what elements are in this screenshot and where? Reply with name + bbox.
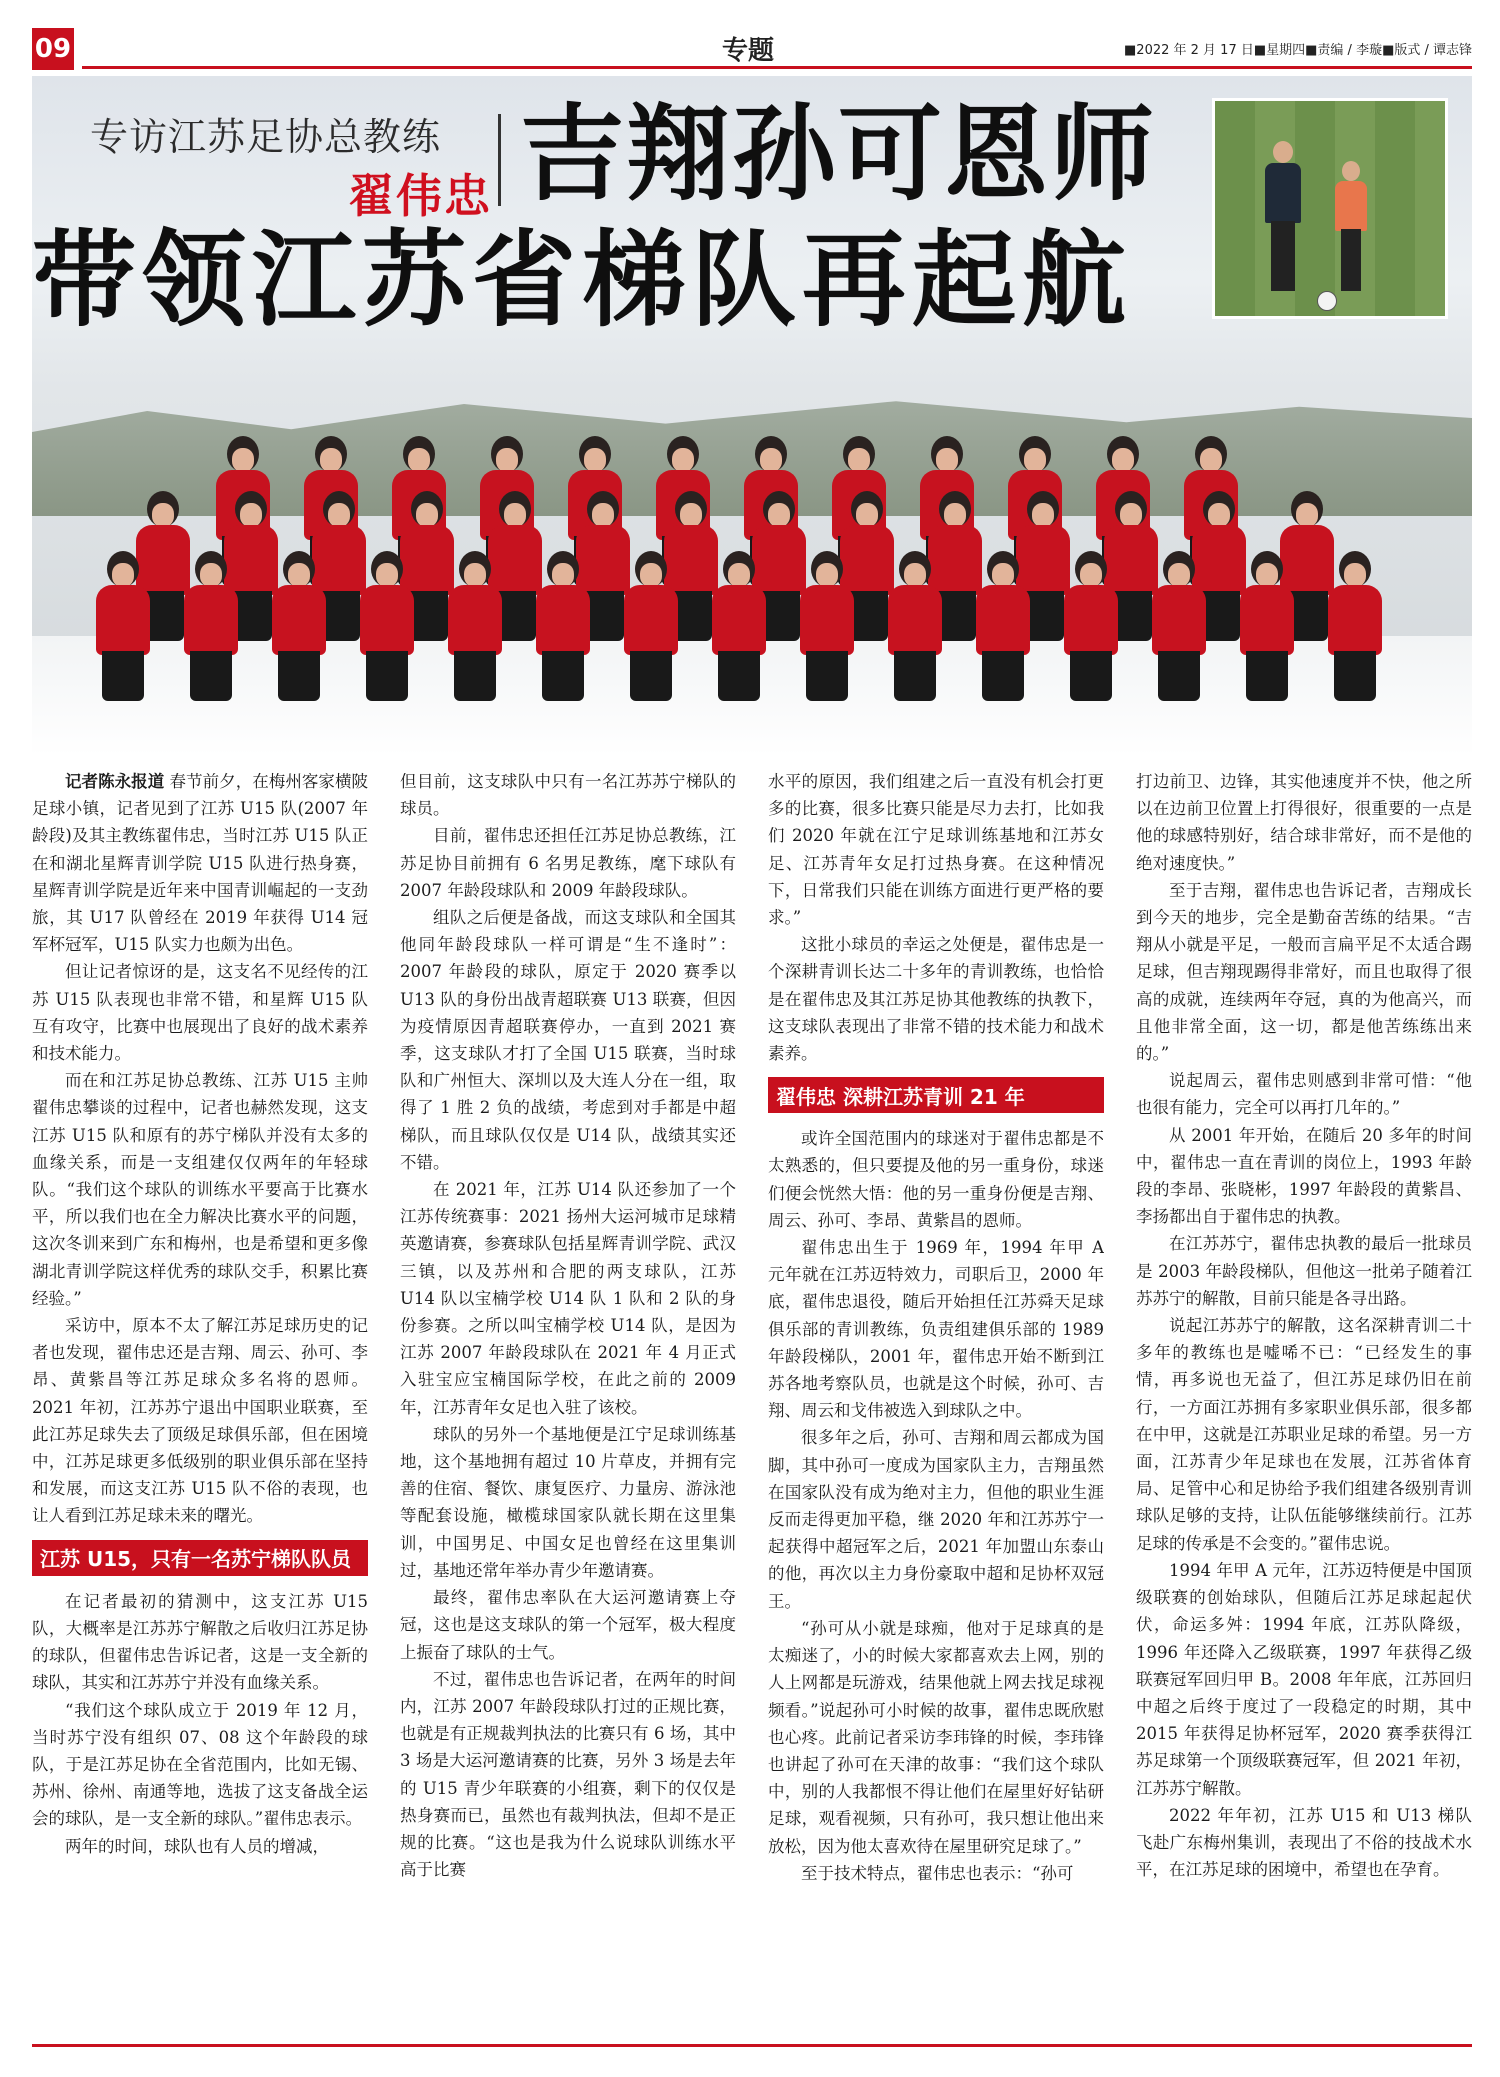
paragraph-text: 很多年之后，孙可、吉翔和周云都成为国脚，其中孙可一度成为国家队主力，吉翔虽然在国家队没有成为绝对主力，但他的职业生涯反而走得更加平稳，继 2020 年和江苏苏宁一起获得中超冠军之后，2021 年加盟山东泰山的他，再次以主力身份豪取中超和足协杯双冠王。: [768, 1428, 1104, 1611]
section-label: 专题: [722, 36, 775, 66]
player-figure: [620, 551, 682, 701]
paragraph-text: 打边前卫、边锋，其实他速度并不快，他之所以在边前卫位置上打得很好，很重要的一点是他的球感特别好，结合球非常好，而不是他的绝对速度快。”: [1136, 772, 1472, 873]
article-column-2: [400, 768, 736, 2030]
section-subhead: 翟伟忠 深耕江苏青训 21 年: [768, 1077, 1104, 1113]
paragraph: [32, 1588, 368, 1697]
paragraph-text: “我们这个球队成立于 2019 年 12 月，当时苏宁没有组织 07、08 这个年龄段的球队，于是江苏足协在全省范围内，比如无锡、苏州、徐州、南通等地，选拔了这支备战全运会的球队，是一支全新的球队。”翟伟忠表示。: [32, 1700, 368, 1829]
player-figure: [268, 551, 330, 701]
paragraph: [400, 1584, 736, 1666]
player-figure: [444, 551, 506, 701]
headline-kicker: 专访江苏足协总教练: [90, 115, 442, 159]
paragraph-text: 不过，翟伟忠也告诉记者，在两年的时间内，江苏 2007 年龄段球队打过的正规比赛，也就是有正规裁判执法的比赛只有 6 场，其中 3 场是大运河邀请赛的比赛，另外 3 场是去年的 U15 青少年联赛的小组赛，剩下的仅仅是热身赛而已，虽然也有裁判执法，但却不是正规的比赛。“这也是我为什么说球队训练水平高于比赛: [400, 1669, 736, 1880]
paragraph: [1136, 1312, 1472, 1557]
byline: 记者陈永报道: [65, 772, 165, 791]
article-column-3: [768, 768, 1104, 2030]
paragraph: [1136, 768, 1472, 877]
headline-line1: 吉翔孙可恩师: [520, 92, 1157, 215]
paragraph-text: 组队之后便是备战，而这支球队和全国其他同年龄段球队一样可谓是“生不逢时”：2007 年龄段的球队，原定于 2020 赛季以 U13 队的身份出战青超联赛 U13 联赛，但因为疫情原因青超联赛停办，一直到 2021 赛季，这支球队才打了全国 U15 联赛，当时球队和广州恒大、深圳以及大连人分在一组，取得了 1 胜 2 负的战绩，考虑到对手都是中超梯队，而且球队仅仅是 U14 队，战绩其实还不错。: [400, 908, 736, 1172]
section-subhead: 江苏 U15，只有一名苏宁梯队队员: [32, 1540, 368, 1576]
paragraph: [1136, 877, 1472, 1067]
paragraph-text: 翟伟忠出生于 1969 年，1994 年甲 A 元年就在江苏迈特效力，司职后卫，2000 年底，翟伟忠退役，随后开始担任江苏舜天足球俱乐部的青训教练，负责组建俱乐部的 1989 年龄段梯队，2001 年，翟伟忠开始不断到江苏各地考察队员，也就是这个时候，孙可、吉翔、周云和戈伟被选入到球队之中。: [768, 1238, 1104, 1421]
paragraph-text: 但目前，这支球队中只有一名江苏苏宁梯队的球员。: [400, 772, 736, 819]
player-figure: [972, 551, 1034, 701]
paragraph: [1136, 1067, 1472, 1121]
paragraph-text: 春节前夕，在梅州客家横陂足球小镇，记者见到了江苏 U15 队(2007 年龄段)及其主教练翟伟忠，当时江苏 U15 队正在和湖北星辉青训学院 U15 队进行热身赛，星辉青训学院是近年来中国青训崛起的一支劲旅，其 U17 队曾经在 2019 年获得 U14 冠军杯冠军，U15 队实力也颇为出色。: [32, 772, 368, 955]
paragraph-text: 在 2021 年，江苏 U14 队还参加了一个江苏传统赛事：2021 扬州大运河城市足球精英邀请赛，参赛球队包括星辉青训学院、武汉三镇，以及苏州和合肥的两支球队，江苏 U14 队以宝楠学校 U14 队 1 队和 2 队的身份参赛。之所以叫宝楠学校 U14 队，是因为江苏 2007 年龄段球队在 2021 年 4 月正式入驻宝应宝楠国际学校，在此之前的 2009 年，江苏青年女足也入驻了该校。: [400, 1180, 736, 1417]
paragraph: [400, 1421, 736, 1584]
headline-divider: [498, 114, 501, 206]
player-figure: [796, 551, 858, 701]
paragraph-text: 至于技术特点，翟伟忠也表示：“孙可: [801, 1863, 1074, 1883]
paragraph: [400, 768, 736, 822]
paragraph: [1136, 1802, 1472, 1884]
paragraph: [1136, 1122, 1472, 1231]
paragraph-text: 目前，翟伟忠还担任江苏足协总教练，江苏足协目前拥有 6 名男足教练，麾下球队有 2007 年龄段球队和 2009 年龄段球队。: [400, 826, 736, 900]
player-figure: [1060, 551, 1122, 701]
paragraph: [768, 1860, 1104, 1887]
paragraph-text: 在记者最初的猜测中，这支江苏 U15 队，大概率是江苏苏宁解散之后收归江苏足协的球队，但翟伟忠告诉记者，这是一支全新的球队，其实和江苏苏宁并没有血缘关系。: [32, 1591, 368, 1693]
hero-photo: [32, 76, 1472, 756]
team-group: [72, 436, 1432, 756]
paragraph: [32, 958, 368, 1067]
paragraph: [1136, 1230, 1472, 1312]
paragraph-text: 2022 年年初，江苏 U15 和 U13 梯队飞赴广东梅州集训，表现出了不俗的技战术水平，在江苏足球的困境中，希望也在孕育。: [1136, 1805, 1472, 1880]
article-column-1: [32, 768, 368, 2030]
paragraph-text: 两年的时间，球队也有人员的增减，: [65, 1836, 329, 1856]
player-figure: [884, 551, 946, 701]
paragraph-text: 球队的另外一个基地便是江宁足球训练基地，这个基地拥有超过 10 片草皮，并拥有完善的住宿、餐饮、康复医疗、力量房、游泳池等配套设施，橄榄球国家队就长期在这里集训，中国男足、中国女足也曾经在这里集训过，基地还常年举办青少年邀请赛。: [400, 1424, 736, 1580]
paragraph-text: 或许全国范围内的球迷对于翟伟忠都是不太熟悉的，但只要提及他的另一重身份，球迷们便会恍然大悟：他的另一重身份便是吉翔、周云、孙可、李昂、黄紫昌的恩师。: [768, 1129, 1104, 1230]
inset-grass: [1215, 101, 1445, 316]
paragraph: [32, 1312, 368, 1530]
page-number: 09: [32, 28, 74, 70]
paragraph-text: 水平的原因，我们组建之后一直没有机会打更多的比赛，很多比赛只能是尽力去打，比如我们 2020 年就在江宁足球训练基地和江苏女足、江苏青年女足打过热身赛。在这种情况下，日常我们只能在训练方面进行更严格的要求。”: [768, 772, 1104, 928]
paragraph-text: 而在和江苏足协总教练、江苏 U15 主帅翟伟忠攀谈的过程中，记者也赫然发现，这支江苏 U15 队和原有的苏宁梯队并没有太多的血缘关系，而是一支组建仅仅两年的年轻球队。“我们这个球队的训练水平要高于比赛水平，所以我们也在全力解决比赛水平的问题，这次冬训来到广东和梅州，也是希望和更多像湖北青训学院这样优秀的球队交手，积累比赛经验。”: [32, 1071, 368, 1308]
paragraph-text: 采访中，原本不太了解江苏足球历史的记者也发现，翟伟忠还是吉翔、周云、孙可、李昂、黄紫昌等江苏足球众多名将的恩师。2021 年初，江苏苏宁退出中国职业联赛，至此江苏足球失去了顶级足球俱乐部，但在困境中，江苏足球更多低级别的职业俱乐部在坚持和发展，而这支江苏 U15 队不俗的表现，也让人看到江苏足球未来的曙光。: [32, 1316, 368, 1526]
issue-meta: ■2022 年 2 月 17 日■星期四■责编 / 李璇■版式 / 谭志锋: [1124, 43, 1472, 58]
paragraph-text: 但让记者惊讶的是，这支名不见经传的江苏 U15 队表现也非常不错，和星辉 U15 队互有攻守，比赛中也展现出了良好的战术素养和技术能力。: [32, 962, 368, 1064]
page-header: [32, 28, 1472, 70]
header-rule: [82, 66, 1472, 69]
player-figure: [708, 551, 770, 701]
paragraph: [400, 822, 736, 904]
player-figure: [1148, 551, 1210, 701]
inset-coach: [1265, 141, 1301, 291]
paragraph-text: 从 2001 年开始，在随后 20 多年的时间中，翟伟忠一直在青训的岗位上，1993 年龄段的李昂、张晓彬，1997 年龄段的黄紫昌、李扬都出自于翟伟忠的执教。: [1136, 1125, 1472, 1227]
paragraph-text: 说起周云，翟伟忠则感到非常可惜：“他也很有能力，完全可以再打几年的。”: [1136, 1071, 1472, 1118]
headline-line2: 带领江苏省梯队再起航: [32, 218, 1133, 341]
player-figure: [180, 551, 242, 701]
inset-photo: [1212, 98, 1448, 319]
paragraph: [400, 904, 736, 1176]
paragraph-text: 1994 年甲 A 元年，江苏迈特便是中国顶级联赛的创始球队，但随后江苏足球起起伏伏，命运多舛：1994 年底，江苏队降级，1996 年还降入乙级联赛，1997 年获得乙级联赛冠军回归甲 B。2008 年年底，江苏回归中超之后终于度过了一段稳定的时期，其中 2015 年获得足协杯冠军，2020 赛季获得江苏足球第一个顶级联赛冠军，但 2021 年初，江苏苏宁解散。: [1136, 1560, 1472, 1798]
paragraph-text: 这批小球员的幸运之处便是，翟伟忠是一个深耕青训长达二十多年的青训教练，也恰恰是在翟伟忠及其江苏足协其他教练的执教下，这支球队表现出了非常不错的技术能力和战术素养。: [768, 935, 1104, 1064]
paragraph-text: 说起江苏苏宁的解散，这名深耕青训二十多年的教练也是嘘唏不已：“已经发生的事情，再多说也无益了，但江苏足球仍旧在前行，一方面江苏拥有多家职业俱乐部，很多都在中甲，这就是江苏职业足球的希望。另一方面，江苏青少年足球也在发展，江苏省体育局、足管中心和足协给予我们组建各级别青训球队足够的支持，让队伍能够继续前行。江苏足球的传承是不会变的。”翟伟忠说。: [1136, 1316, 1472, 1553]
paragraph-text: 最终，翟伟忠率队在大运河邀请赛上夺冠，这也是这支球队的第一个冠军，极大程度上振奋了球队的士气。: [400, 1588, 736, 1662]
inset-player: [1335, 161, 1367, 291]
paragraph: [768, 768, 1104, 931]
article-body: [32, 768, 1472, 2030]
article-column-4: [1136, 768, 1472, 2030]
paragraph: [32, 1833, 368, 1860]
paragraph-text: “孙可从小就是球痴，他对于足球真的是太痴迷了，小的时候大家都喜欢去上网，别的人上网都是玩游戏，结果他就上网去找足球视频看。”说起孙可小时候的故事，翟伟忠既欣慰也心疼。此前记者采访李玮锋的时候，李玮锋也讲起了孙可在天津的故事：“我们这个球队中，别的人我都恨不得让他们在屋里好好钻研足球，观看视频，只有孙可，我只想让他出来放松，因为他太喜欢待在屋里研究足球了。”: [768, 1618, 1104, 1856]
paragraph: [32, 1067, 368, 1312]
player-figure: [1324, 551, 1386, 701]
bottom-rule: [32, 2044, 1472, 2047]
paragraph: [768, 1615, 1104, 1860]
paragraph: [768, 1125, 1104, 1234]
paragraph-text: 在江苏苏宁，翟伟忠执教的最后一批球员是 2003 年龄段梯队，但他这一批弟子随着江苏苏宁的解散，目前只能是各寻出路。: [1136, 1234, 1472, 1308]
player-figure: [92, 551, 154, 701]
paragraph: [400, 1176, 736, 1421]
paragraph: [400, 1666, 736, 1884]
paragraph: [768, 1424, 1104, 1614]
player-figure: [1236, 551, 1298, 701]
paragraph: [768, 931, 1104, 1067]
player-figure: [356, 551, 418, 701]
paragraph: [32, 1697, 368, 1833]
paragraph-text: 至于吉翔，翟伟忠也告诉记者，吉翔成长到今天的地步，完全是勤奋苦练的结果。“吉翔从小就是平足，一般而言扁平足不太适合踢足球，但吉翔现踢得非常好，而且也取得了很高的成就，连续两年夺冠，真的为他高兴，而且他非常全面，这一切，都是他苦练练出来的。”: [1136, 880, 1472, 1064]
inset-ball: [1317, 291, 1337, 311]
headline-name: 翟伟忠: [348, 169, 492, 223]
paragraph: [1136, 1557, 1472, 1802]
paragraph: [32, 768, 368, 958]
paragraph: [768, 1234, 1104, 1424]
player-figure: [532, 551, 594, 701]
